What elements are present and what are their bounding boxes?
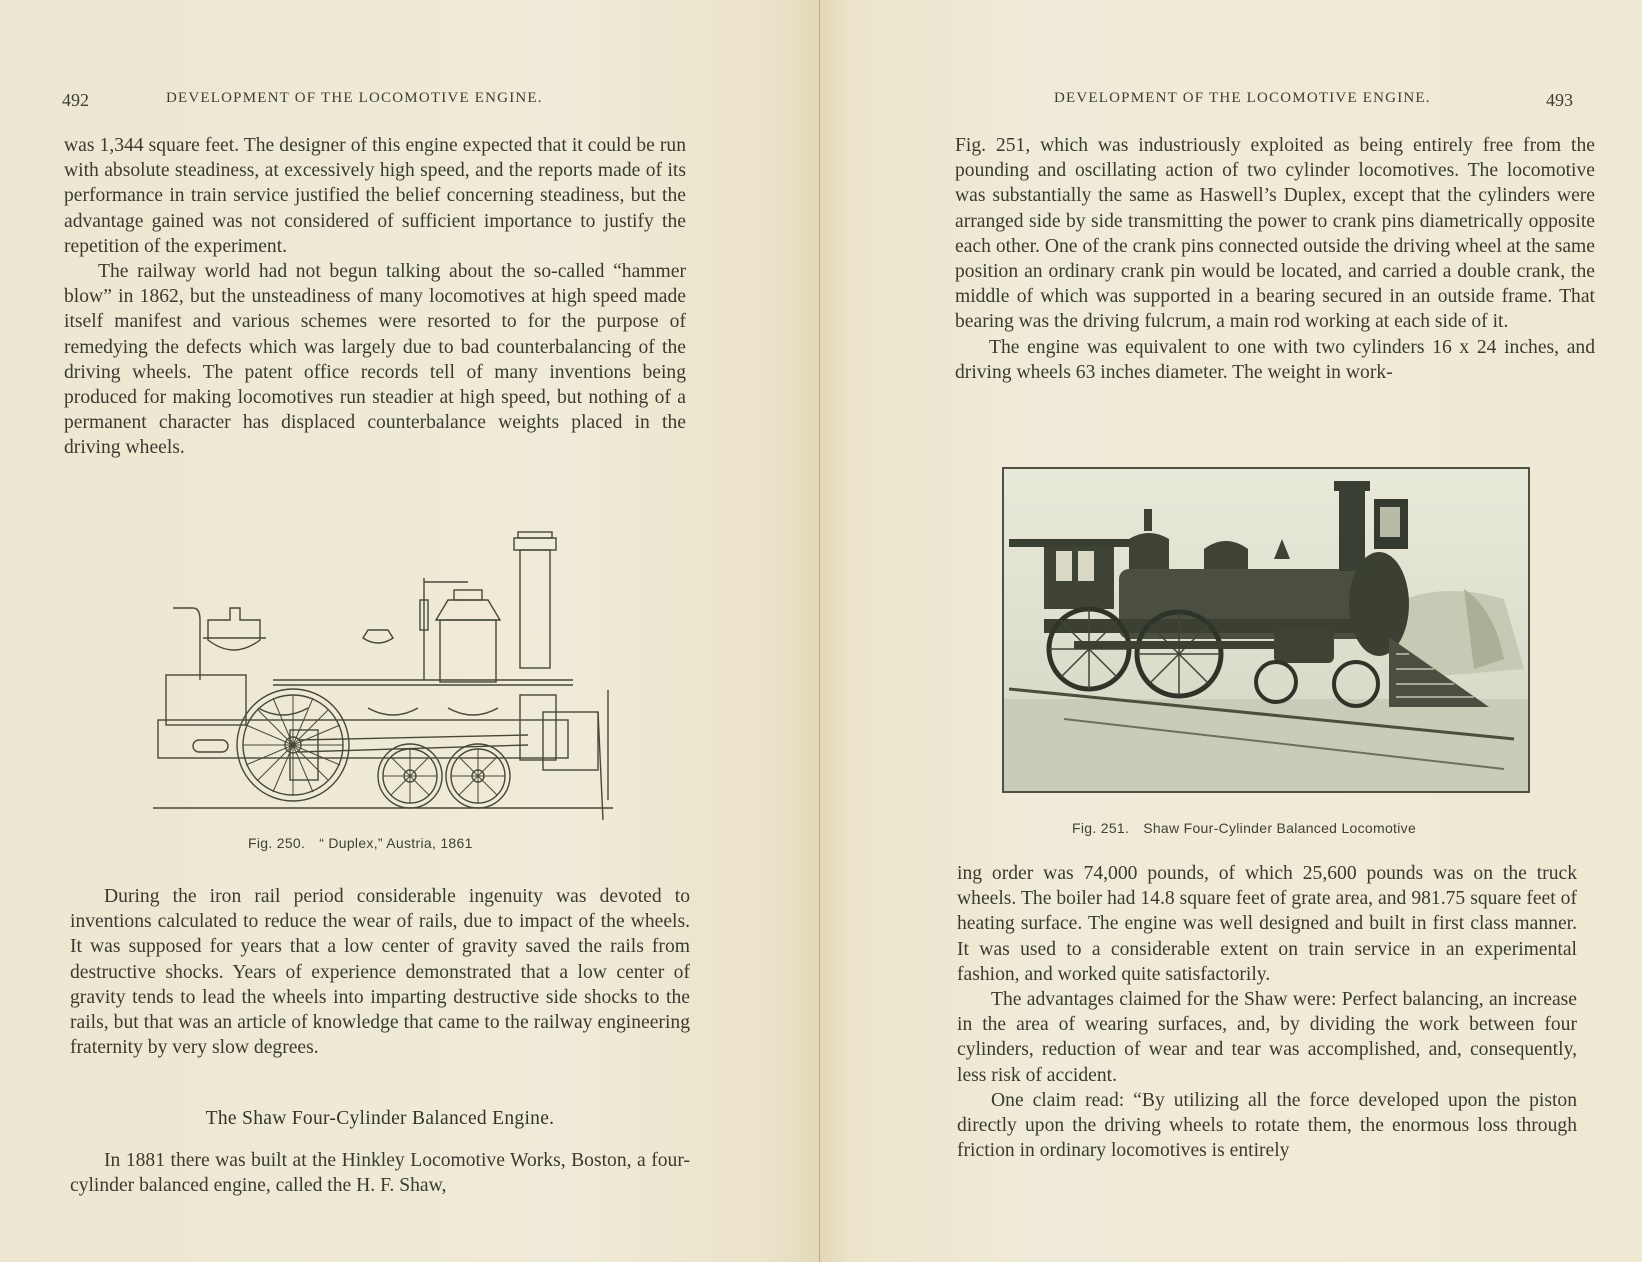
section-heading: The Shaw Four-Cylinder Balanced Engine. [205,1108,555,1129]
paragraph: The advantages claimed for the Shaw were: Perfect balancing, an increase in the area of wearing surfaces, and, by dividing the work between four cylinders, reduction of wear and tear was accomplished, and, consequently, less risk of accident. [957,989,1577,1086]
paragraph: The railway world had not begun talking about the so-called “hammer blow” in 1862, but the unsteadiness of many locomotives at high speed made itself manifest and various schemes were resorted to for the purpose of remedying the defects which was largely due to bad counterbalancing of the driving wheels. The patent office records tell of many inventions being produced for making locomotives run steadier at high speed, but nothing of a permanent character has displaced counterbalance weights placed in the driving wheels. [64,261,686,459]
left-page-number: 492 [62,90,89,110]
paragraph: During the iron rail period considerable ingenuity was devoted to inventions calculated to reduce the wear of rails, due to impact of the wheels. It was supposed for years that a low center of gravity saved the rails from destructive shocks. Years of experience demonstrated that a low center of gravity tends to lead the wheels into imparting destructive side shocks to the rails, but that was an article of knowledge that came to the railway engineering fraternity by very slow degrees. [70,886,690,1059]
right-body-text-bottom [957,861,1577,1163]
figure-251-caption: Fig. 251. Shaw Four-Cylinder Balanced Locomotive [1072,820,1417,836]
paragraph: One claim read: “By utilizing all the force developed upon the piston directly upon the driving wheels to rotate them, the enormous loss through friction in ordinary locomotives is entirely [957,1089,1577,1162]
duplex-locomotive-illustration [148,530,618,822]
shaw-locomotive-illustration [1004,469,1528,791]
right-running-head: DEVELOPMENT OF THE LOCOMOTIVE ENGINE. [1054,90,1431,106]
figure-251-halftone [1002,467,1530,793]
left-body-text-middle [70,884,690,1060]
figure-250-caption: Fig. 250. “ Duplex,” Austria, 1861 [248,835,473,851]
paragraph: The engine was equivalent to one with two cylinders 16 x 24 inches, and driving wheels 63 inches diameter. The weight in work- [955,336,1595,383]
paragraph: In 1881 there was built at the Hinkley Locomotive Works, Boston, a four-cylinder balanced engine, called the H. F. Shaw, [70,1150,690,1197]
figure-250-line-drawing [148,530,618,822]
left-page [0,0,820,1262]
left-running-head: DEVELOPMENT OF THE LOCOMOTIVE ENGINE. [166,90,543,106]
left-body-text-bottom [70,1148,690,1198]
paragraph: was 1,344 square feet. The designer of this engine expected that it could be run with absolute steadiness, at excessively high speed, and the reports made of its performance in train service justified the belief concerning steadiness, but the advantage gained was not considered of sufficient importance to justify the repetition of the experiment. [64,135,686,257]
paragraph: Fig. 251, which was industriously exploited as being entirely free from the pounding and oscillating action of two cylinder locomotives. The locomotive was substantially the same as Haswell’s Duplex, except that the cylinders were arranged side by side transmitting the power to crank pins diametrically opposite each other. One of the crank pins connected outside the driving wheel at the same position an ordinary crank pin would be located, and carried a double crank, the middle of which was supported in a bearing secured in an outside frame. That bearing was the driving fulcrum, a main rod working at each side of it. [955,135,1595,333]
paragraph: ing order was 74,000 pounds, of which 25,600 pounds was on the truck wheels. The boiler had 14.8 square feet of grate area, and 981.75 square feet of heating surface. The engine was well designed and built in first class manner. It was used to a considerable extent on train service in an experimental fashion, and worked quite satisfactorily. [957,863,1577,985]
left-body-text-top [64,133,686,461]
right-body-text-top [955,133,1595,385]
right-page-number: 493 [1546,90,1573,110]
